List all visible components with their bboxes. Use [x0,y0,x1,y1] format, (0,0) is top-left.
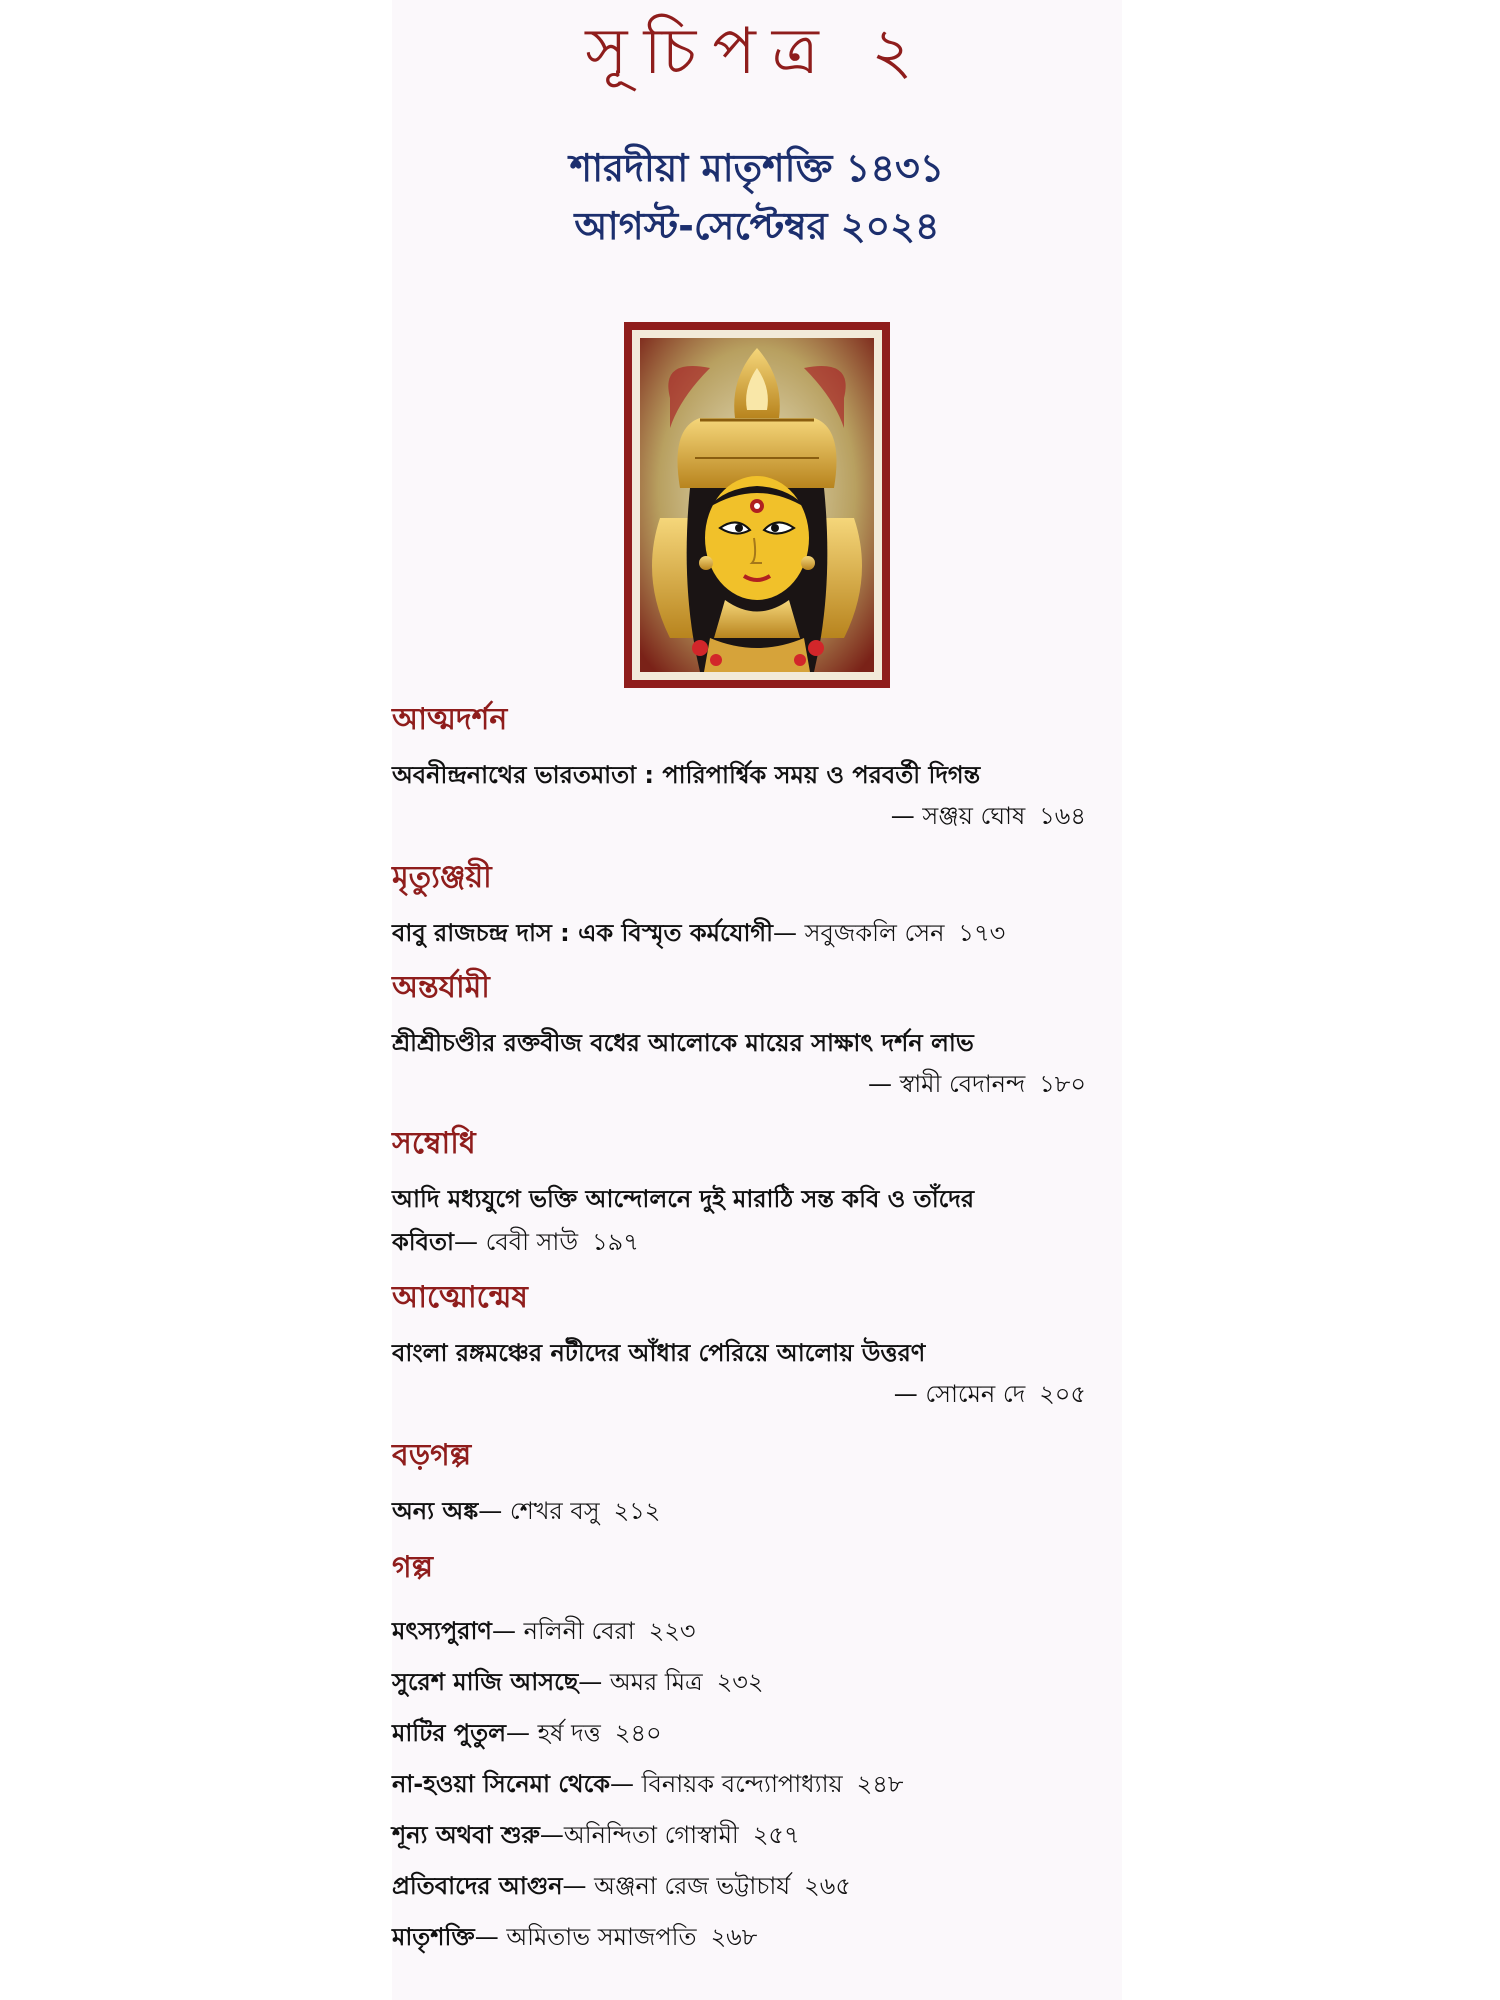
page-number: ১৯৭ [592,1228,639,1256]
work-title: আদি মধ্যযুগে ভক্তি আন্দোলনে দুই মারাঠি সন্ত কবি ও তাঁদের [392,1185,975,1213]
section-heading-sambodhi: সম্বোধি [392,1126,476,1161]
author-name: — অমিতাভ সমাজপতি [474,1923,697,1951]
work-title: প্রতিবাদের আগুন [392,1872,563,1900]
page-number: ২৬৫ [804,1872,851,1900]
work-title: মাটির পুতুল [392,1719,506,1747]
page-number: ১৬৪ [1039,802,1086,830]
page-number: ২৬৮ [710,1923,758,1951]
author-name: — স্বামী বেদানন্দ [867,1070,1026,1098]
work-title: বাবু রাজচন্দ্র দাস : এক বিস্মৃত কর্মযোগী [392,919,774,947]
page-number: ২০৫ [1039,1380,1086,1408]
page-number: ১৮০ [1039,1070,1086,1098]
author-name: —অনিন্দিতা গোস্বামী [539,1821,739,1849]
section-heading-mrityunjayi: মৃত্যুঞ্জয়ী [392,860,492,895]
toc-entry-author-line [891,797,1086,835]
toc-entry-author-line [868,1065,1086,1103]
section-heading-antaryami: অন্তর্যামী [392,970,490,1005]
author-name: — অমর মিত্র [578,1668,703,1696]
toc-entry-title [392,1334,925,1372]
toc-entry [392,1663,764,1701]
author-name: — বেবী সাউ [453,1228,579,1256]
toc-entry [392,1816,800,1854]
toc-entry [392,1714,662,1752]
page-number: ১৭৩ [958,919,1006,947]
toc-entry-title [392,756,980,794]
toc-entry [392,1765,903,1803]
work-title: শ্রীশ্রীচণ্ডীর রক্তবীজ বধের আলোকে মায়ের সাক্ষাৎ দর্শন লাভ [392,1029,974,1057]
page-number: ২৪০ [614,1719,662,1747]
toc-entry-author-line [894,1375,1086,1413]
toc-entry-title [392,1180,974,1218]
work-title: সুরেশ মাজি আসছে [392,1668,579,1696]
page-number: ২৩২ [716,1668,764,1696]
page-number: ২১২ [613,1497,661,1525]
author-name: — সঞ্জয় ঘোষ [890,802,1026,830]
author-name: — নলিনী বেরা [491,1617,635,1645]
section-heading-atmonmesh: আত্মোন্মেষ [392,1280,528,1315]
page-number: ২৪৮ [856,1770,904,1798]
work-title: মৎস্যপুরাণ [392,1617,492,1645]
section-heading-borogolpo: বড়গল্প [392,1438,472,1473]
toc-entry-title [392,1024,974,1062]
work-title: অবনীন্দ্রনাথের ভারতমাতা : পারিপার্শ্বিক সময় ও পরবর্তী দিগন্ত [392,761,981,789]
work-title-continued: কবিতা [392,1228,454,1256]
toc-entry [392,914,1005,952]
magazine-issue: শারদীয়া মাতৃশক্তি ১৪৩১ [569,146,945,190]
goddess-portrait [624,322,890,688]
toc-entry-continuation [392,1223,639,1261]
page-number: ২২৩ [648,1617,696,1645]
author-name: — অঞ্জনা রেজ ভট্টাচার্য [562,1872,791,1900]
work-title: অন্য অঙ্ক [392,1497,479,1525]
work-title: না-হওয়া সিনেমা থেকে [392,1770,611,1798]
toc-entry [392,1612,696,1650]
author-name: — সবুজকলি সেন [773,919,945,947]
contents-page [392,0,1122,2000]
work-title: মাতৃশক্তি [392,1923,475,1951]
section-heading-atmadarshan: আত্মদর্শন [392,702,508,737]
section-heading-golpo: গল্প [392,1550,434,1585]
page-number: ২৫৭ [752,1821,800,1849]
author-name: — বিনায়ক বন্দ্যোপাধ্যায় [610,1770,843,1798]
toc-entry [392,1492,660,1530]
issue-date: আগস্ট-সেপ্টেম্বর ২০২৪ [574,204,940,248]
author-name: — সোমেন দে [893,1380,1026,1408]
toc-entry [392,1918,757,1956]
page-title: সূচিপত্র ২ [585,15,929,89]
toc-entry [392,1867,851,1905]
author-name: — হর্ষ দত্ত [505,1719,601,1747]
author-name: — শেখর বসু [478,1497,600,1525]
work-title: শূন্য অথবা শুরু [392,1821,540,1849]
work-title: বাংলা রঙ্গমঞ্চের নটীদের আঁধার পেরিয়ে আলোয় উত্তরণ [392,1339,926,1367]
goddess-illustration [640,338,874,672]
